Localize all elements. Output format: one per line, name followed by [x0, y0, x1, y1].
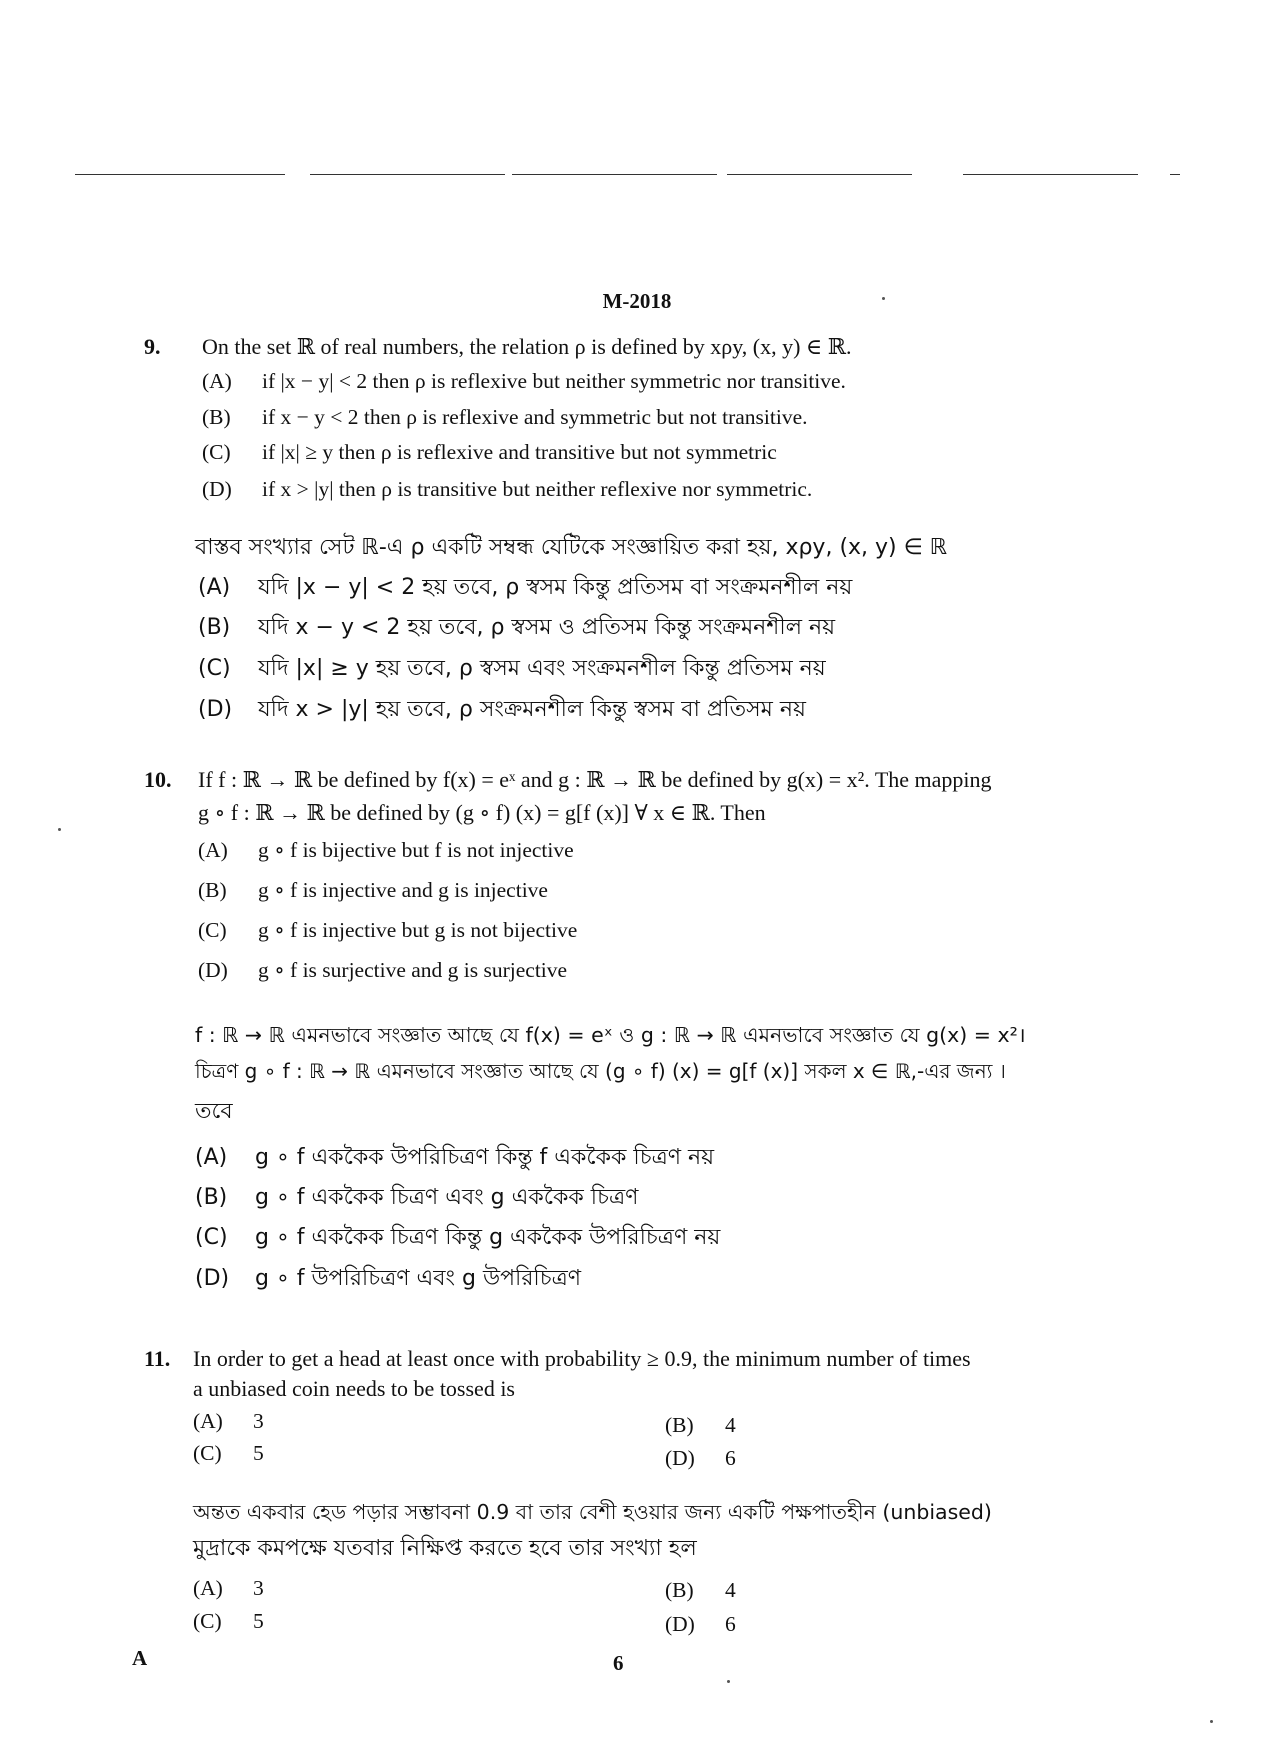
option-bn: (A) g ∘ f এককৈক উপরিচিত্রণ কিন্তু f এককৈক চিত্রণ নয় — [195, 1145, 715, 1170]
option-bn: (C) 5 — [193, 1609, 264, 1633]
question-stem-bn: চিত্রণ g ∘ f : ℝ → ℝ এমনভাবে সংজ্ঞাত আছে যে (g ∘ f) (x) = g[f (x)] সকল x ∈ ℝ,-এর জন্য । — [195, 1059, 1006, 1083]
option-en: (C) if |x| ≥ y then ρ is reflexive and transitive but not symmetric — [202, 440, 777, 464]
top-rule — [1170, 174, 1180, 175]
option-bn: (B) 4 — [665, 1578, 736, 1602]
top-rule — [512, 174, 717, 175]
option-en: (A) g ∘ f is bijective but f is not injective — [198, 838, 574, 862]
option-bn: (C) g ∘ f এককৈক চিত্রণ কিন্তু g এককৈক উপরিচিত্রণ নয় — [195, 1225, 721, 1250]
option-en: (C) g ∘ f is injective but g is not bijective — [198, 918, 578, 942]
question-stem-en: On the set ℝ of real numbers, the relation ρ is defined by xρy, (x, y) ∈ ℝ. — [202, 334, 852, 359]
scan-speck — [882, 297, 885, 300]
top-rule — [963, 174, 1138, 175]
question-number: 9. — [144, 334, 161, 359]
option-bn: (B) g ∘ f এককৈক চিত্রণ এবং g এককৈক চিত্রণ — [195, 1185, 639, 1210]
option-en: (D) 6 — [665, 1446, 736, 1470]
option-bn: (B) যদি x − y < 2 হয় তবে, ρ স্বসম ও প্রতিসম কিন্তু সংক্রমনশীল নয় — [198, 615, 836, 640]
option-bn: (D) g ∘ f উপরিচিত্রণ এবং g উপরিচিত্রণ — [195, 1266, 582, 1291]
option-en: (B) g ∘ f is injective and g is injective — [198, 878, 548, 902]
page-number: 6 — [613, 1651, 624, 1675]
option-bn: (D) 6 — [665, 1612, 736, 1636]
option-en: (C) 5 — [193, 1441, 264, 1465]
option-bn: (A) 3 — [193, 1576, 264, 1600]
option-en: (A) 3 — [193, 1409, 264, 1433]
option-bn: (D) যদি x > |y| হয় তবে, ρ সংক্রমনশীল কিন্তু স্বসম বা প্রতিসম নয় — [198, 697, 806, 722]
question-number: 11. — [144, 1346, 171, 1371]
question-stem-bn: বাস্তব সংখ্যার সেট ℝ-এ ρ একটি সম্বন্ধ যেটিকে সংজ্ঞায়িত করা হয়, xρy, (x, y) ∈ ℝ — [195, 535, 948, 560]
paper-code-header: M-2018 — [602, 289, 672, 313]
option-en: (B) if x − y < 2 then ρ is reflexive and symmetric but not transitive. — [202, 405, 808, 429]
question-stem-bn: f : ℝ → ℝ এমনভাবে সংজ্ঞাত আছে যে f(x) = eˣ ও g : ℝ → ℝ এমনভাবে সংজ্ঞাত যে g(x) = x²। — [195, 1023, 1026, 1047]
scan-speck — [58, 828, 61, 831]
option-bn: (A) যদি |x − y| < 2 হয় তবে, ρ স্বসম কিন্তু প্রতিসম বা সংক্রমনশীল নয় — [198, 575, 853, 600]
question-stem-bn: তবে — [195, 1099, 233, 1124]
option-en: (D) g ∘ f is surjective and g is surjective — [198, 958, 568, 982]
question-stem-bn: অন্তত একবার হেড পড়ার সম্ভাবনা 0.9 বা তার বেশী হওয়ার জন্য একটি পক্ষপাতহীন (unbiased) — [193, 1500, 992, 1524]
option-bn: (C) যদি |x| ≥ y হয় তবে, ρ স্বসম এবং সংক্রমনশীল কিন্তু প্রতিসম নয় — [198, 656, 826, 681]
option-en: (D) if x > |y| then ρ is transitive but neither reflexive nor symmetric. — [202, 477, 813, 501]
option-en: (B) 4 — [665, 1413, 736, 1437]
top-rule — [75, 174, 285, 175]
top-rule — [310, 174, 505, 175]
top-rule — [727, 174, 912, 175]
scan-speck — [727, 1680, 730, 1683]
scan-speck — [1210, 1720, 1213, 1723]
question-number: 10. — [144, 767, 172, 792]
option-en: (A) if |x − y| < 2 then ρ is reflexive but neither symmetric nor transitive. — [202, 369, 846, 393]
question-stem-en: If f : ℝ → ℝ be defined by f(x) = eˣ and g : ℝ → ℝ be defined by g(x) = x². The mapping — [198, 767, 992, 792]
question-stem-en: In order to get a head at least once with probability ≥ 0.9, the minimum number of times — [193, 1346, 971, 1371]
question-stem-en: g ∘ f : ℝ → ℝ be defined by (g ∘ f) (x) = g[f (x)] ∀ x ∈ ℝ. Then — [198, 800, 766, 825]
question-stem-bn: মুদ্রাকে কমপক্ষে যতবার নিক্ষিপ্ত করতে হবে তার সংখ্যা হল — [193, 1536, 697, 1561]
set-code: A — [132, 1646, 148, 1670]
question-stem-en: a unbiased coin needs to be tossed is — [193, 1376, 515, 1401]
